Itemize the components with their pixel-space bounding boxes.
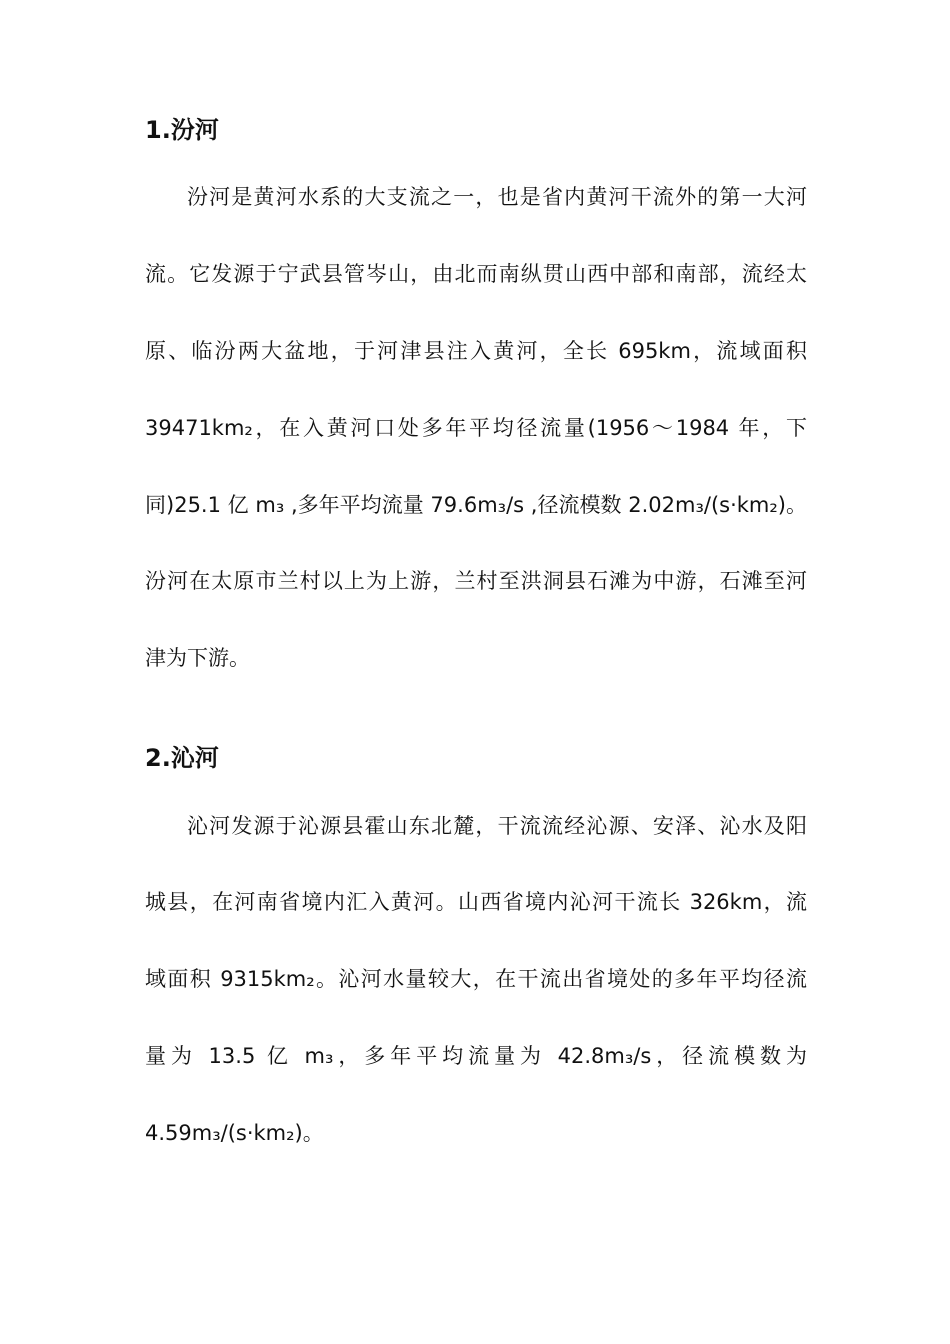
paragraph-line: 流。它发源于宁武县管岑山，由北而南纵贯山西中部和南部，流经太	[145, 262, 807, 286]
section-heading-fenhe: 1.汾河	[145, 116, 219, 144]
paragraph-line: 汾河在太原市兰村以上为上游，兰村至洪洞县石滩为中游，石滩至河	[145, 569, 807, 593]
paragraph-line: 4.59m₃/(s·km₂)。	[145, 1121, 324, 1145]
paragraph-line: 域面积 9315km₂。沁河水量较大，在干流出省境处的多年平均径流	[145, 967, 807, 991]
paragraph-line: 城县，在河南省境内汇入黄河。山西省境内沁河干流长 326km，流	[145, 890, 807, 914]
paragraph-line: 同)25.1 亿 m₃ ,多年平均流量 79.6m₃/s ,径流模数 2.02m₃/(s·km₂)。	[145, 493, 807, 517]
paragraph-line: 汾河是黄河水系的大支流之一，也是省内黄河干流外的第一大河	[187, 185, 807, 209]
paragraph-line: 量为 13.5 亿 m₃，多年平均流量为 42.8m₃/s，径流模数为	[145, 1044, 807, 1068]
paragraph-line: 39471km₂，在入黄河口处多年平均径流量(1956～1984 年，下	[145, 416, 807, 440]
paragraph-line: 原、临汾两大盆地，于河津县注入黄河，全长 695km，流域面积	[145, 339, 807, 363]
paragraph-line: 沁河发源于沁源县霍山东北麓，干流流经沁源、安泽、沁水及阳	[187, 814, 807, 838]
section-heading-qinhe: 2.沁河	[145, 744, 219, 772]
paragraph-line: 津为下游。	[145, 646, 250, 670]
